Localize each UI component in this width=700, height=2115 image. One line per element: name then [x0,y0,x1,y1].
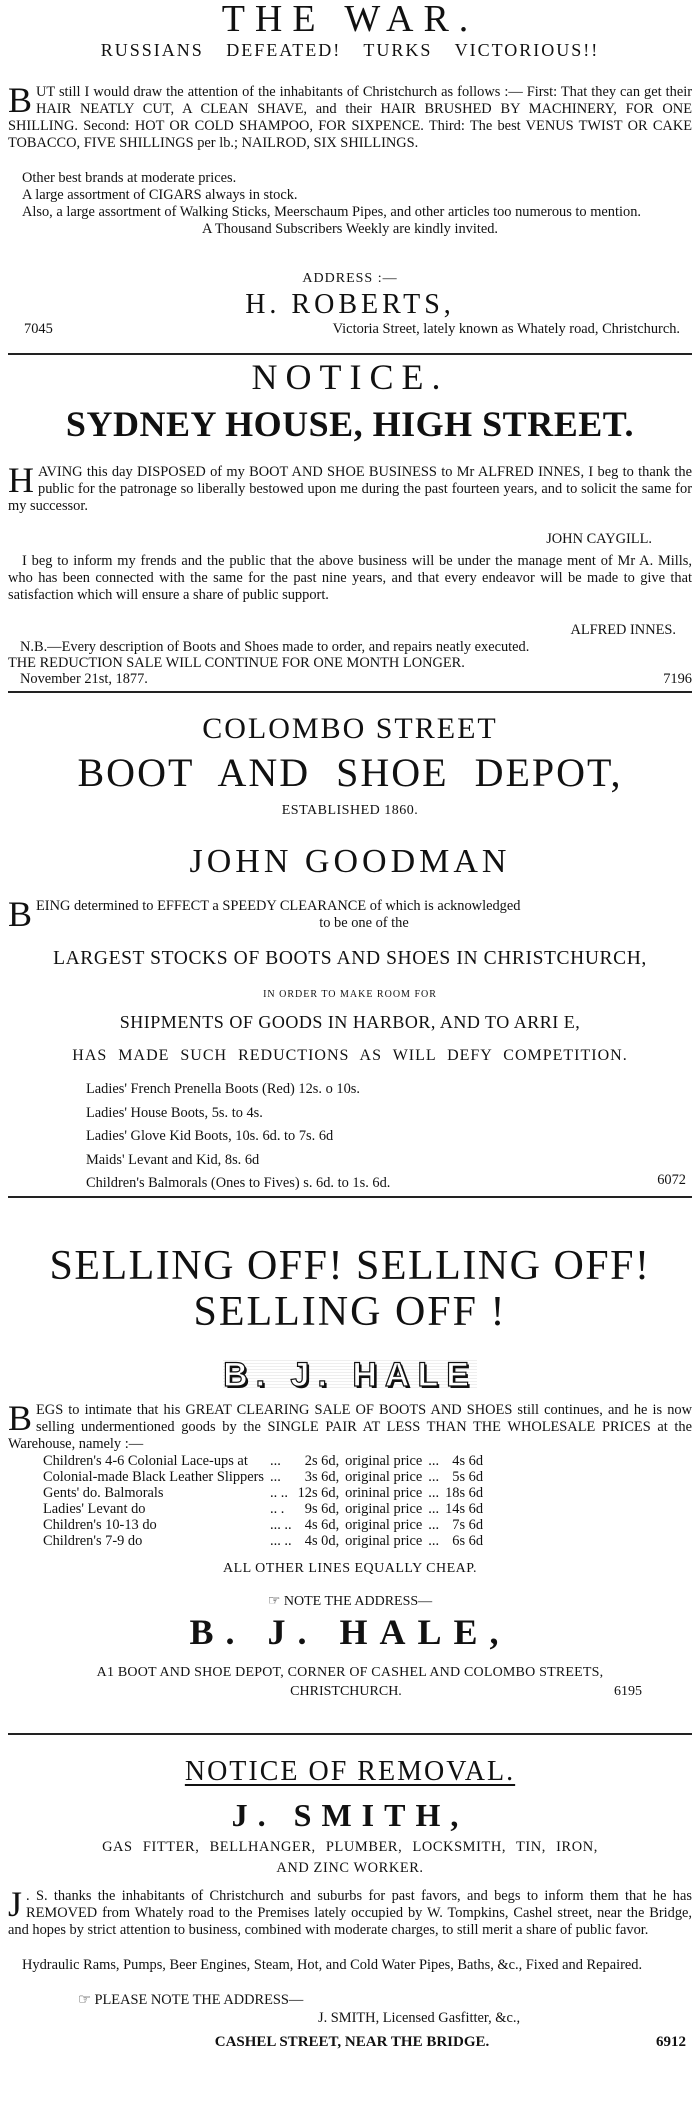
pointing-hand-icon: ☞ [267,1594,281,1609]
colombo-intro-a: EING determined to EFFECT a SPEEDY CLEARANCE of which is acknowledged [36,898,521,914]
hale-intro [8,1398,692,1453]
war-extra [8,170,692,238]
sydney-title: SYDNEY HOUSE, HIGH STREET. [65,404,635,444]
price-dots: ... [270,1469,281,1485]
colombo-reductions: HAS MADE SUCH REDUCTIONS AS WILL DEFY COMPETITION. [72,1047,628,1064]
hale-price-table [40,1453,486,1549]
colombo-in-order: IN ORDER TO MAKE ROOM FOR [263,989,437,1000]
war-line: Other best brands at moderate prices. [22,170,237,186]
sydney-signature-2: ALFRED INNES. [570,622,676,638]
smith-title [8,1756,692,1788]
war-line: Also, a large assortment of Walking Sticks, Meerschaum Pipes, and other articles too numerous to mention. [22,204,641,220]
colombo-intro [8,894,692,934]
divider [8,691,692,693]
price-dots2: ... [428,1453,440,1469]
sydney-date: November 21st, 1877. [20,671,148,687]
sydney-paragraph-1 [8,460,692,515]
sydney-drop-cap: H [8,460,34,500]
pointing-hand-icon: ☞ [78,1992,91,2008]
price-now: 4s 0d, [304,1533,340,1549]
price-orig: 18s 6d [445,1485,484,1501]
colombo-largest: LARGEST STOCKS OF BOOTS AND SHOES IN CHRISTCHURCH, [53,948,647,969]
colombo-item: Ladies' Glove Kid Boots, 10s. 6d. to 7s. 6d [86,1128,334,1144]
colombo-street: COLOMBO STREET [202,712,498,745]
smith-title-text: NOTICE OF REMOVAL. [184,1756,516,1787]
price-dots: ... [270,1453,281,1469]
war-address: Victoria Street, lately known as Whately road, Christchurch. [332,321,680,337]
smith-note [8,1992,692,2009]
colombo-item: Ladies' French Prenella Boots (Red) 12s. o 10s. [86,1081,360,1097]
price-dots2: ... [428,1469,440,1485]
hale-drop-cap: B [8,1398,33,1438]
price-item: Colonial-made Black Leather Slippers [43,1469,264,1485]
price-dots: .. .. [270,1485,288,1501]
price-label: original price [345,1453,423,1469]
sydney-sale: THE REDUCTION SALE WILL CONTINUE FOR ONE MONTH LONGER. [8,655,465,671]
price-dots: ... .. [270,1517,292,1533]
price-dots: ... .. [270,1533,292,1549]
price-orig: 5s 6d [452,1469,484,1485]
smith-body-2: Hydraulic Rams, Pumps, Beer Engines, Steam, Hot, and Cold Water Pipes, Baths, &c., Fixed and Repaired. [22,1957,643,1973]
price-item: Gents' do. Balmorals [43,1485,164,1501]
price-now: 9s 6d, [304,1501,340,1517]
colombo-ref: 6072 [657,1172,686,1188]
hale-address-1: A1 BOOT AND SHOE DEPOT, CORNER OF CASHEL AND COLOMBO STREETS, [96,1665,604,1680]
war-name: H. ROBERTS, [245,289,455,320]
hale-cheap: ALL OTHER LINES EQUALLY CHEAP. [222,1561,478,1576]
price-orig: 6s 6d [452,1533,484,1549]
sydney-ref: 7196 [663,671,692,687]
war-body [8,80,692,152]
sydney-footer [8,671,692,688]
price-row [40,1469,486,1485]
war-footer [8,321,692,338]
price-now: 4s 6d, [304,1517,340,1533]
smith-ref: 6912 [656,2034,686,2050]
price-item: Ladies' Levant do [43,1501,146,1517]
hale-logo [8,1356,692,1394]
smith-drop-cap: J [8,1884,23,1924]
war-line: A Thousand Subscribers Weekly are kindly invited. [201,221,499,237]
hale-logo-text: B. J. HALE [223,1356,477,1394]
price-orig: 14s 6d [445,1501,484,1517]
war-subtitle: RUSSIANS DEFEATED! TURKS VICTORIOUS!! [100,40,600,60]
price-orig: 7s 6d [452,1517,484,1533]
colombo-name: JOHN GOODMAN [189,843,511,880]
price-now: 3s 6d, [304,1469,340,1485]
price-dots: .. . [270,1501,285,1517]
price-row [40,1533,486,1549]
colombo-depot: BOOT AND SHOE DEPOT, [77,750,623,795]
colombo-established: ESTABLISHED 1860. [281,803,419,818]
price-row [40,1501,486,1517]
hale-intro-text: EGS to intimate that his GREAT CLEARING SALE OF BOOTS AND SHOES still continues, and he is now selling undermentioned goods by the SINGLE PAIR AT LESS THAN THE WHOLESALE PRICES at the Warehouse, namely :— [8,1402,692,1452]
price-now: 2s 6d, [304,1453,340,1469]
price-dots2: ... [428,1485,440,1501]
price-dots2: ... [428,1501,440,1517]
colombo-shipments: SHIPMENTS OF GOODS IN HARBOR, AND TO ARRI E, [119,1012,581,1032]
price-label: orininal price [345,1485,423,1501]
price-row [40,1453,486,1469]
hale-headline-1: SELLING OFF! SELLING OFF! [49,1243,651,1289]
divider [8,1733,692,1735]
smith-signature: J. SMITH, Licensed Gasfitter, &c., [318,2010,521,2026]
war-advert [8,0,692,62]
colombo-item: Maids' Levant and Kid, 8s. 6d [86,1151,260,1168]
price-item: Children's 4-6 Colonial Lace-ups at [43,1453,248,1469]
hale-note-text: NOTE THE ADDRESS— [283,1594,433,1609]
hale-ref: 6195 [614,1684,642,1699]
sydney-nb: N.B.—Every description of Boots and Shoes made to order, and repairs neatly executed. [20,639,530,655]
colombo-item: Children's Balmorals (Ones to Fives) s. 6d. to 1s. 6d. [86,1175,391,1191]
sydney-paragraph-2: I beg to inform my frends and the public that the above business will be under the manage ment of Mr A. Mills, who has been connected with the same for the past nine years, and that every endeavor will be made to give that satisfaction which will ensure a share of public support. [8,553,692,603]
sydney-p1-text: AVING this day DISPOSED of my BOOT AND SHOE BUSINESS to Mr ALFRED INNES, I beg to thank the public for the patronage so liberally bestowed upon me during the past fourteen years, and to solicit the same for my successor. [8,464,692,514]
hale-name: B. J. HALE, [189,1612,511,1652]
smith-trades-1: GAS FITTER, BELLHANGER, PLUMBER, LOCKSMITH, TIN, IRON, [102,1839,598,1855]
war-title: THE WAR. [221,0,479,40]
price-label: original price [345,1517,423,1533]
war-drop-cap: B [8,80,33,120]
price-dots2: ... [428,1517,440,1533]
smith-trades-2: AND ZINC WORKER. [276,1860,424,1876]
sydney-signature-1: JOHN CAYGILL. [546,531,652,547]
price-label: original price [345,1533,423,1549]
smith-street: CASHEL STREET, NEAR THE BRIDGE. [214,2034,490,2050]
colombo-drop-cap: B [8,894,33,934]
smith-body [8,1884,692,1939]
sydney-notice: NOTICE. [251,357,449,397]
price-label: original price [345,1469,423,1485]
smith-footer [8,2034,692,2051]
war-line: A large assortment of CIGARS always in stock. [22,187,298,203]
price-label: original price [345,1501,423,1517]
hale-address-2: CHRISTCHURCH. [290,1684,402,1699]
price-orig: 4s 6d [452,1453,484,1469]
hale-footer [8,1684,692,1700]
price-row [40,1485,486,1501]
smith-note-text: PLEASE NOTE THE ADDRESS— [94,1992,304,2008]
price-dots2: ... [428,1533,440,1549]
price-item: Children's 10-13 do [43,1517,157,1533]
smith-name: J. SMITH, [231,1797,469,1833]
price-now: 12s 6d, [297,1485,340,1501]
divider [8,353,692,355]
war-body-text: UT still I would draw the attention of the inhabitants of Christchurch as follows :— First: That they can get their HAIR NEATLY CUT, A CLEAN SHAVE, and their HAIR BRUSHED BY MACHINERY, FOR ONE SHILLING. Second: HOT OR COLD SHAMPOO, FOR SIXPENCE. Third: The best VENUS TWIST OR CAKE TOBACCO, FIVE SHILLINGS per lb.; NAILROD, SIX SHILLINGS. [8,84,692,151]
hale-note [8,1593,692,1610]
war-ref: 7045 [24,321,53,337]
colombo-item: Ladies' House Boots, 5s. to 4s. [86,1104,263,1121]
divider [8,1196,692,1198]
price-item: Children's 7-9 do [43,1533,143,1549]
hale-headline-2: SELLING OFF ! [193,1289,507,1335]
war-address-label: ADDRESS :— [302,271,398,286]
price-row [40,1517,486,1533]
colombo-intro-b: to be one of the [319,915,409,931]
smith-body-text: . S. thanks the inhabitants of Christchurch and suburbs for past favors, and begs to inform them that he has REMOVED from Whately road to the Premises lately occupied by W. Tompkins, Cashel street, near the Bridge, and hopes by strict attention to business, combined with moderate charges, to still merit a share of public favor. [8,1888,692,1938]
